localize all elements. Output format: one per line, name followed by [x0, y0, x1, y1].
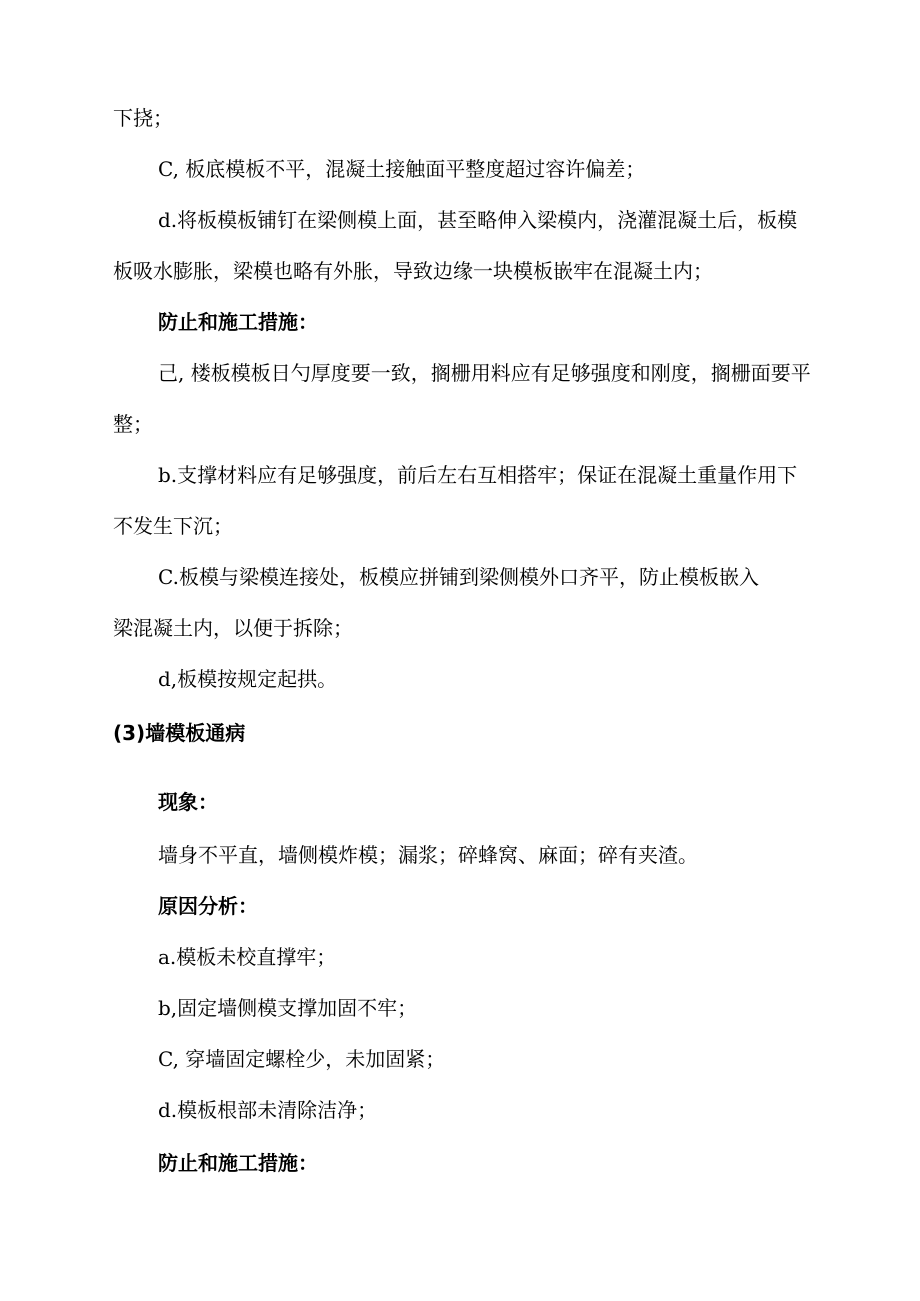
section-heading: 原因分析：	[158, 894, 258, 918]
text-line: 墙身不平直，墙侧模炸模；漏浆；碎蜂窝、麻面；碎有夹渣。	[158, 843, 698, 867]
list-item: d.模板根部未清除洁净；	[158, 1098, 378, 1122]
section-heading: 防止和施工措施：	[158, 310, 318, 334]
section-heading: 防止和施工措施：	[158, 1151, 318, 1175]
text-line: 整；	[113, 412, 153, 436]
list-item: 己, 楼板模板日勺厚度要一致，搁栅用料应有足够强度和刚度，搁栅面要平	[158, 361, 811, 385]
section-heading: 现象：	[158, 790, 218, 814]
list-item: d.将板模板铺钉在梁侧模上面，甚至略伸入梁模内，浇灌混凝土后，板模	[158, 208, 798, 232]
list-item: C, 板底模板不平，混凝土接触面平整度超过容许偏差；	[158, 157, 646, 181]
text-line: 不发生下沉；	[113, 514, 233, 538]
text-line: 梁混凝土内，以便于拆除；	[113, 616, 353, 640]
list-item: a.模板未校直撑牢；	[158, 945, 337, 969]
list-item: C.板模与梁模连接处，板模应拼铺到梁侧模外口齐平，防止模板嵌入	[158, 565, 759, 589]
list-item: b.支撑材料应有足够强度，前后左右互相搭牢；保证在混凝土重量作用下	[158, 463, 798, 487]
list-item: b,固定墙侧模支撑加固不牢；	[158, 996, 418, 1020]
text-line: 板吸水膨胀，梁模也略有外胀，导致边缘一块模板嵌牢在混凝土内；	[113, 259, 713, 283]
text-line: 下挠；	[113, 106, 173, 130]
list-item: C, 穿墙固定螺栓少，未加固紧；	[158, 1047, 446, 1071]
chapter-heading: (3)墙模板通病	[113, 721, 246, 745]
list-item: d,板模按规定起拱。	[158, 667, 338, 691]
